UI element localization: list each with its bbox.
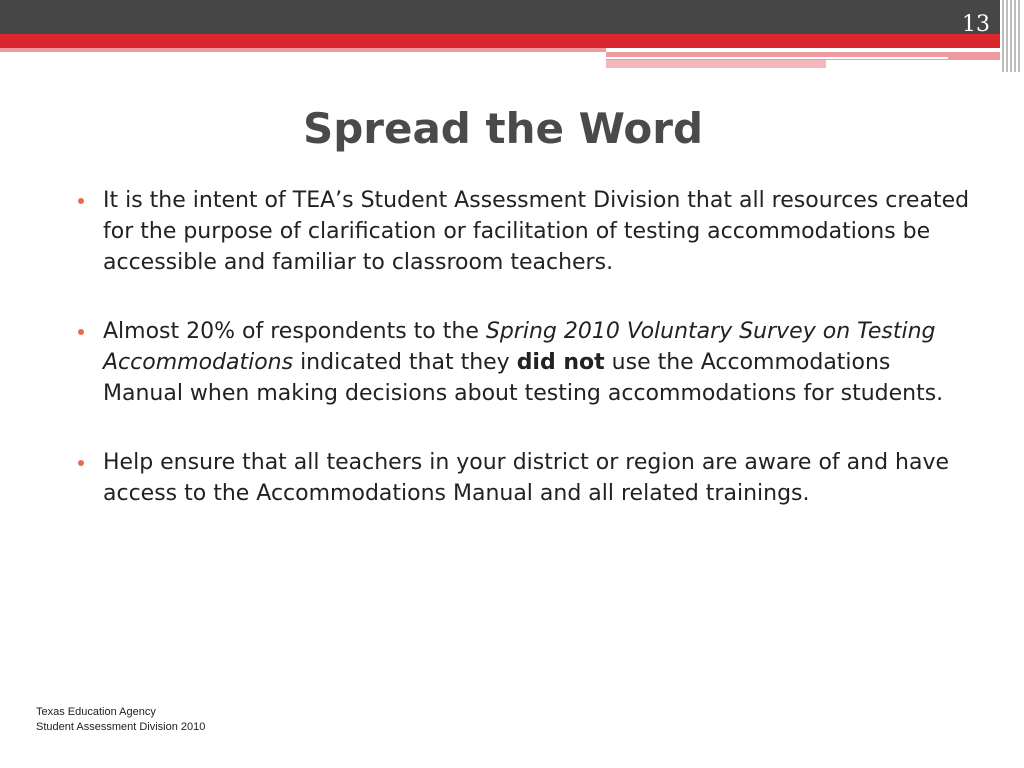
bullet-text: Almost 20% of respondents to the [103, 319, 486, 344]
bullet-text: It is the intent of TEA’s Student Assessment Division that all resources created for the purpose of clarification or facilitation of testing accommodations be accessible and familiar to classroom teachers. [103, 188, 970, 275]
bullet-item [76, 447, 971, 509]
bullet-text: indicated that they [293, 350, 517, 375]
footer-division: Student Assessment Division 2010 [36, 721, 206, 733]
accent-stripe [606, 60, 826, 68]
bullet-list [76, 185, 971, 547]
accent-stripe [0, 48, 606, 52]
bullet-text: Help ensure that all teachers in your district or region are aware of and have access to the Accommodations Manual and all related trainings. [103, 450, 950, 506]
bullet-dot-icon [78, 198, 84, 204]
bullet-dot-icon [78, 460, 84, 466]
survey-title: Spring 2010 Voluntary Survey on Testing Accommodations [103, 319, 936, 375]
bullet-item [76, 185, 971, 278]
decorative-vertical-lines [1000, 0, 1024, 72]
footer-agency: Texas Education Agency [36, 706, 156, 718]
footer [36, 705, 205, 735]
emphasis-text: did not [516, 350, 605, 375]
bullet-text: use the Accommodations Manual when making decisions about testing accommodations for students. [103, 350, 944, 406]
slide-title: Spread the Word [302, 104, 704, 153]
slide-number: 13 [962, 12, 990, 37]
bullet-dot-icon [78, 329, 84, 335]
header-band [0, 0, 1024, 34]
accent-divider [606, 57, 948, 59]
bullet-item [76, 316, 971, 409]
accent-band [0, 34, 1024, 48]
